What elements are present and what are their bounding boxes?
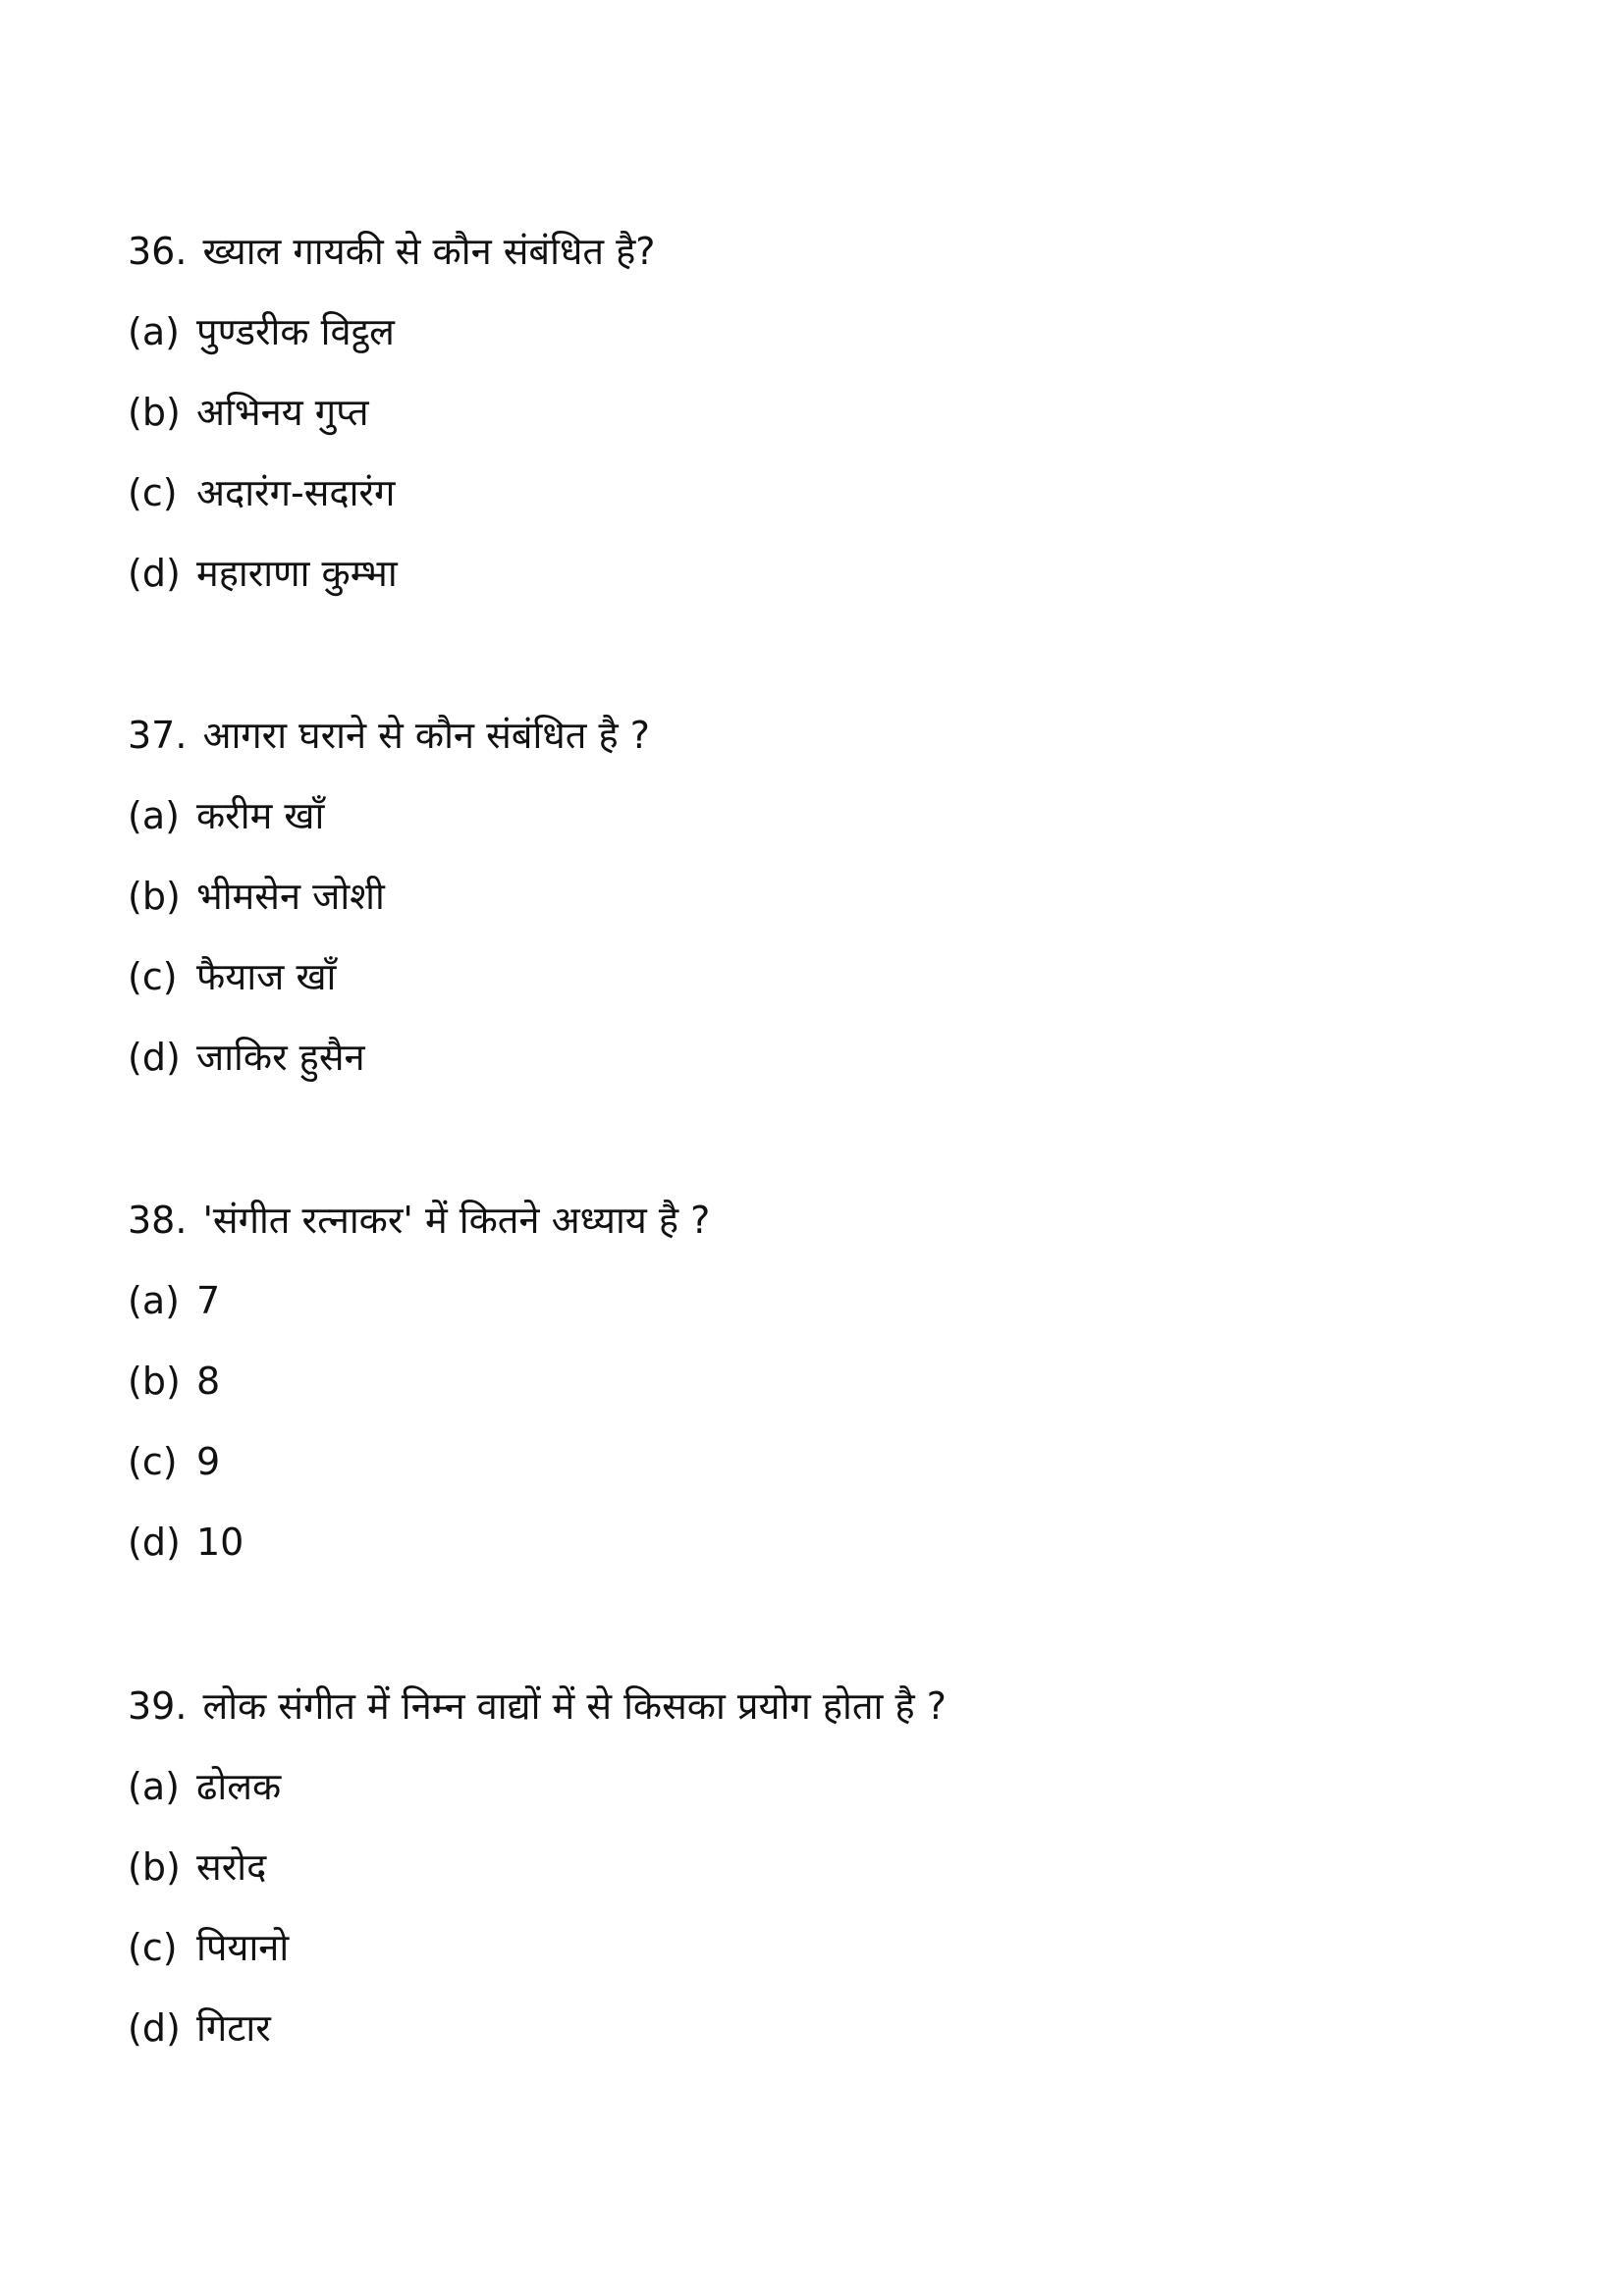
question-36 (128, 211, 1502, 614)
option-text: पियानो (196, 1926, 290, 1969)
option-text: अभिनय गुप्त (196, 391, 369, 434)
option-label: (a) (128, 1279, 180, 1322)
option-a (128, 1260, 1502, 1341)
option-label: (b) (128, 391, 181, 434)
option-label: (d) (128, 1036, 181, 1079)
question-38 (128, 1180, 1502, 1582)
option-b (128, 1827, 1502, 1907)
option-d (128, 1502, 1502, 1582)
option-text: ढोलक (196, 1765, 282, 1808)
option-b (128, 856, 1502, 936)
option-d (128, 533, 1502, 614)
question-text: ख्याल गायकी से कौन संबंधित है? (202, 230, 656, 273)
option-text: अदारंग-सदारंग (196, 471, 396, 514)
option-c (128, 453, 1502, 533)
option-a (128, 292, 1502, 372)
option-text: करीम खाँ (196, 794, 325, 837)
question-stem (128, 1666, 1502, 1746)
option-b (128, 372, 1502, 453)
question-stem (128, 695, 1502, 775)
option-text: गिटार (196, 2006, 271, 2050)
option-text: पुण्डरीक विट्ठल (196, 310, 395, 353)
option-text: सरोद (196, 1845, 267, 1889)
option-label: (c) (128, 471, 178, 514)
option-label: (b) (128, 875, 181, 918)
option-text: 7 (196, 1279, 221, 1322)
question-stem (128, 1180, 1502, 1260)
option-c (128, 1907, 1502, 1988)
option-d (128, 1017, 1502, 1097)
option-label: (a) (128, 794, 180, 837)
option-text: फैयाज खाँ (196, 955, 337, 998)
question-number: 38. (128, 1199, 188, 1242)
option-label: (d) (128, 552, 181, 595)
option-text: 10 (196, 1521, 244, 1564)
option-text: जाकिर हुसैन (196, 1036, 365, 1079)
option-text: महाराणा कुम्भा (196, 552, 398, 595)
question-text: 'संगीत रत्नाकर' में कितने अध्याय है ? (202, 1199, 711, 1242)
question-text: लोक संगीत में निम्न वाद्यों में से किसका प्रयोग होता है ? (202, 1684, 947, 1728)
question-37 (128, 695, 1502, 1097)
option-b (128, 1341, 1502, 1421)
option-label: (b) (128, 1360, 181, 1403)
option-a (128, 775, 1502, 856)
option-c (128, 1421, 1502, 1502)
option-label: (d) (128, 2006, 181, 2050)
option-label: (c) (128, 1440, 178, 1483)
question-number: 39. (128, 1684, 188, 1728)
option-d (128, 1988, 1502, 2068)
option-label: (d) (128, 1521, 181, 1564)
option-c (128, 936, 1502, 1017)
option-text: 8 (196, 1360, 221, 1403)
option-label: (c) (128, 955, 178, 998)
option-a (128, 1746, 1502, 1827)
question-39 (128, 1666, 1502, 2068)
question-number: 37. (128, 714, 188, 757)
option-label: (a) (128, 310, 180, 353)
option-text: भीमसेन जोशी (196, 875, 385, 918)
question-text: आगरा घराने से कौन संबंधित है ? (202, 714, 650, 757)
option-label: (b) (128, 1845, 181, 1889)
question-stem (128, 211, 1502, 292)
question-number: 36. (128, 230, 188, 273)
option-label: (c) (128, 1926, 178, 1969)
option-label: (a) (128, 1765, 180, 1808)
option-text: 9 (196, 1440, 221, 1483)
